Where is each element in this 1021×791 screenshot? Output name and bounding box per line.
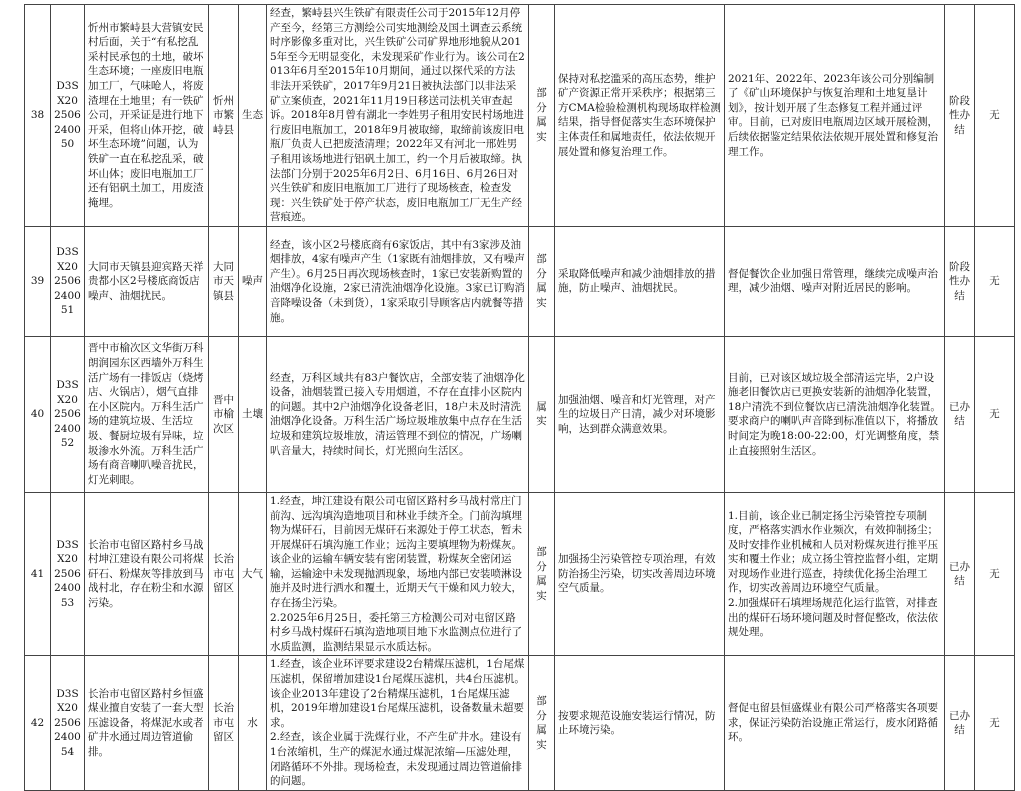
case-code: D3SX202506240051 [51, 226, 85, 336]
handling-measures: 加强扬尘污染管控专项治理，有效防治扬尘污染，切实改善周边环境空气质量。 [555, 492, 725, 656]
row-number: 41 [25, 492, 51, 656]
investigation-findings: 经查，该小区2号楼底商有6家饭店，其中有3家涉及油烟排放，4家有噪声产生（1家既有油烟排放，又有噪声产生）。6月25日再次现场核查时，1家已安装新购置的油烟净化设施，2家已清洗油烟净化设施。3家已订购消音降噪设备（未到货），1家采取引导顾客店内就餐等措施。 [267, 226, 529, 336]
verdict: 部分属实 [529, 226, 555, 336]
row-number: 38 [25, 5, 51, 227]
case-code: D3SX202506240052 [51, 336, 85, 492]
complaint-content: 长治市屯留区路村乡恒盛煤业擅自安装了一套大型压滤设备，将煤泥水或者矿井水通过周边管道偷排。 [85, 656, 209, 790]
pollution-type: 水 [239, 656, 267, 790]
verdict: 部分属实 [529, 492, 555, 656]
table-row [25, 656, 1015, 790]
region: 长治市屯留区 [209, 656, 239, 790]
pollution-type: 噪声 [239, 226, 267, 336]
handling-measures: 按要求规范设施安装运行情况，防止环境污染。 [555, 656, 725, 790]
row-number: 39 [25, 226, 51, 336]
pollution-type: 大气 [239, 492, 267, 656]
completion-status: 已办结 [945, 336, 975, 492]
region: 晋中市榆次区 [209, 336, 239, 492]
verdict: 部分属实 [529, 5, 555, 227]
verdict: 部分属实 [529, 656, 555, 790]
case-code: D3SX202506240054 [51, 656, 85, 790]
row-number: 42 [25, 656, 51, 790]
complaint-content: 忻州市繁峙县大营镇安民村后面，关于“有私挖乱采村民承包的土地，破坏生态环境；一座废旧电瓶加工厂，气味呛人，将废渣埋在土地里；有一铁矿公司，开采证是进行地下开采，但将山体开挖，破坏生态环境”问题，认为铁矿一直在私挖乱采，破坏山体；废旧电瓶加工厂还有铝矾土加工，用废渣掩埋。 [85, 5, 209, 227]
table-row [25, 336, 1015, 492]
case-code: D3SX202506240050 [51, 5, 85, 227]
investigation-findings: 经查，万科区域共有83户餐饮店，全部安装了油烟净化设备，油烟装置已接入专用烟道，不存在直排小区院内的问题。其中2户油烟净化设备老旧，18户未及时清洗油烟净化设备。万科生活广场垃圾堆放集中点存在生活垃圾和建筑垃圾堆放，清运管理不到位的情况，广场喇叭音量大，持续时间长，灯光照向生活区。 [267, 336, 529, 492]
investigation-findings: 1.经查，坤江建设有限公司屯留区路村乡马战村常庄门前沟、远沟填沟造地项目和林业手续齐全。门前沟填埋物为煤矸石，目前因无煤矸石来源处于停工状态，暂未开展煤矸石填沟施工作业；远沟主要填埋物为粉煤灰。该企业的运输车辆安装有密闭装置，粉煤灰全密闭运输，运输途中未发现抛洒现象，场地内部已安装喷淋设施并及时进行洒水和覆土，近期天气干燥和风力较大，存在扬尘污染。 2.2025年6月25日，委托第三方检测公司对屯留区路村乡马战村煤矸石填沟造地项目地下水监测点位进行了水质监测，监测结果显示水质达标。 [267, 492, 529, 656]
complaint-content: 晋中市榆次区文华街万科朗润园东区西墙外万科生活广场有一排饭店（烧烤店、火锅店），烟气直排在小区院内。万科生活广场的建筑垃圾、生活垃圾、餐厨垃圾有异味，垃圾渗水外流。万科生活广场有商音喇叭噪音扰民，灯光刺眼。 [85, 336, 209, 492]
verdict: 属实 [529, 336, 555, 492]
completion-status: 阶段性办结 [945, 226, 975, 336]
investigation-findings: 1.经查，该企业环评要求建设2台精煤压滤机，1台尾煤压滤机，保留增加建设1台尾煤压滤机，共4台压滤机。该企业2013年建设了2台精煤压滤机，1台尾煤压滤机，2019年增加建设1台尾煤压滤机，设备数量未超要求。 2.经查，该企业属于洗煤行业，不产生矿井水。建设有1台浓缩机，生产的煤泥水通过煤泥浓缩—压滤处理，闭路循环不外排。现场检查，未发现通过周边管道偷排的问题。 [267, 656, 529, 790]
handling-measures: 保持对私挖滥采的高压态势，维护矿产资源正常开采秩序；根据第三方CMA检验检测机构现场取样检测结果，指导督促落实生态环境保护主体责任和属地责任，依法依规开展处置和修复治理工作。 [555, 5, 725, 227]
handling-measures: 加强油烟、噪音和灯光管理，对产生的垃圾日产日清，减少对环境影响，达到群众满意效果。 [555, 336, 725, 492]
pollution-type: 土壤 [239, 336, 267, 492]
complaint-content: 长治市屯留区路村乡马战村坤江建设有限公司将煤矸石、粉煤灰等排放到马战村北，存在粉尘和水源污染。 [85, 492, 209, 656]
accountability: 无 [975, 656, 1015, 790]
accountability: 无 [975, 5, 1015, 227]
region: 忻州市繁峙县 [209, 5, 239, 227]
row-number: 40 [25, 336, 51, 492]
completion-status: 已办结 [945, 492, 975, 656]
rectification-progress: 目前，已对该区域垃圾全部清运完毕，2户设施老旧餐饮店已更换安装新的油烟净化装置，18户清洗不到位餐饮店已清洗油烟净化装置。要求商户的喇叭声音降到标准值以下，将播放时间定为晚18:00-22:00，灯光调整角度，禁止直接照射生活区。 [725, 336, 945, 492]
table-row [25, 5, 1015, 227]
table-row [25, 226, 1015, 336]
accountability: 无 [975, 492, 1015, 656]
rectification-progress: 1.目前，该企业已制定扬尘污染管控专项制度，严格落实洒水作业频次，有效抑制扬尘；及时安排作业机械和人员对粉煤灰进行推平压实和覆土作业；成立扬尘管控监督小组，定期对现场作业进行巡查，持续优化扬尘治理工作，切实改善周边环境空气质量。 2.加强煤矸石填埋场规范化运行监管，对排查出的煤矸石场环境问题及时督促整改，依法依规处理。 [725, 492, 945, 656]
complaint-content: 大同市天镇县迎宾路天祥贵都小区2号楼底商饭店噪声、油烟扰民。 [85, 226, 209, 336]
completion-status: 阶段性办结 [945, 5, 975, 227]
region: 长治市屯留区 [209, 492, 239, 656]
accountability: 无 [975, 226, 1015, 336]
rectification-progress: 督促屯留县恒盛煤业有限公司严格落实各项要求，保证污染防治设施正常运行，废水闭路循环。 [725, 656, 945, 790]
complaint-table [24, 4, 1015, 791]
investigation-findings: 经查，繁峙县兴生铁矿有限责任公司于2015年12月停产至今，经第三方测绘公司实地测绘及国土调查云系统时序影像多重对比，兴生铁矿公司矿界地形地貌从2015年至今无明显变化，未发现采矿作业行为。该公司在2013年6月至2015年10月期间，通过以探代采的方法非法开采铁矿，2017年9月21日被执法部门以非法采矿立案侦查，2021年11月19日移送司法机关审查起诉。2018年8月曾有湖北一李姓男子租用安民村场地进行废旧电瓶加工，2018年9月被取缔，取缔前该废旧电瓶厂负责人已把废渣清理；2022年又有河北一邢姓男子租用该场地进行铝矾土加工，约一个月后被取缔。执法部门分别于2025年6月2日、6月16日、6月26日对兴生铁矿和废旧电瓶加工厂进行了现场核查，检查发现：兴生铁矿处于停产状态，废旧电瓶加工厂无生产经营痕迹。 [267, 5, 529, 227]
handling-measures: 采取降低噪声和减少油烟排放的措施，防止噪声、油烟扰民。 [555, 226, 725, 336]
pollution-type: 生态 [239, 5, 267, 227]
table-row [25, 492, 1015, 656]
region: 大同市天镇县 [209, 226, 239, 336]
rectification-progress: 督促餐饮企业加强日常管理，继续完成噪声治理，减少油烟、噪声对附近居民的影响。 [725, 226, 945, 336]
completion-status: 已办结 [945, 656, 975, 790]
case-code: D3SX202506240053 [51, 492, 85, 656]
rectification-progress: 2021年、2022年、2023年该公司分别编制了《矿山环境保护与恢复治理和土地复垦计划》，按计划开展了生态修复工程并通过评审。目前，已对废旧电瓶周边区域开展检测，后续依据鉴定结果依法依规开展处置和修复治理工作。 [725, 5, 945, 227]
accountability: 无 [975, 336, 1015, 492]
